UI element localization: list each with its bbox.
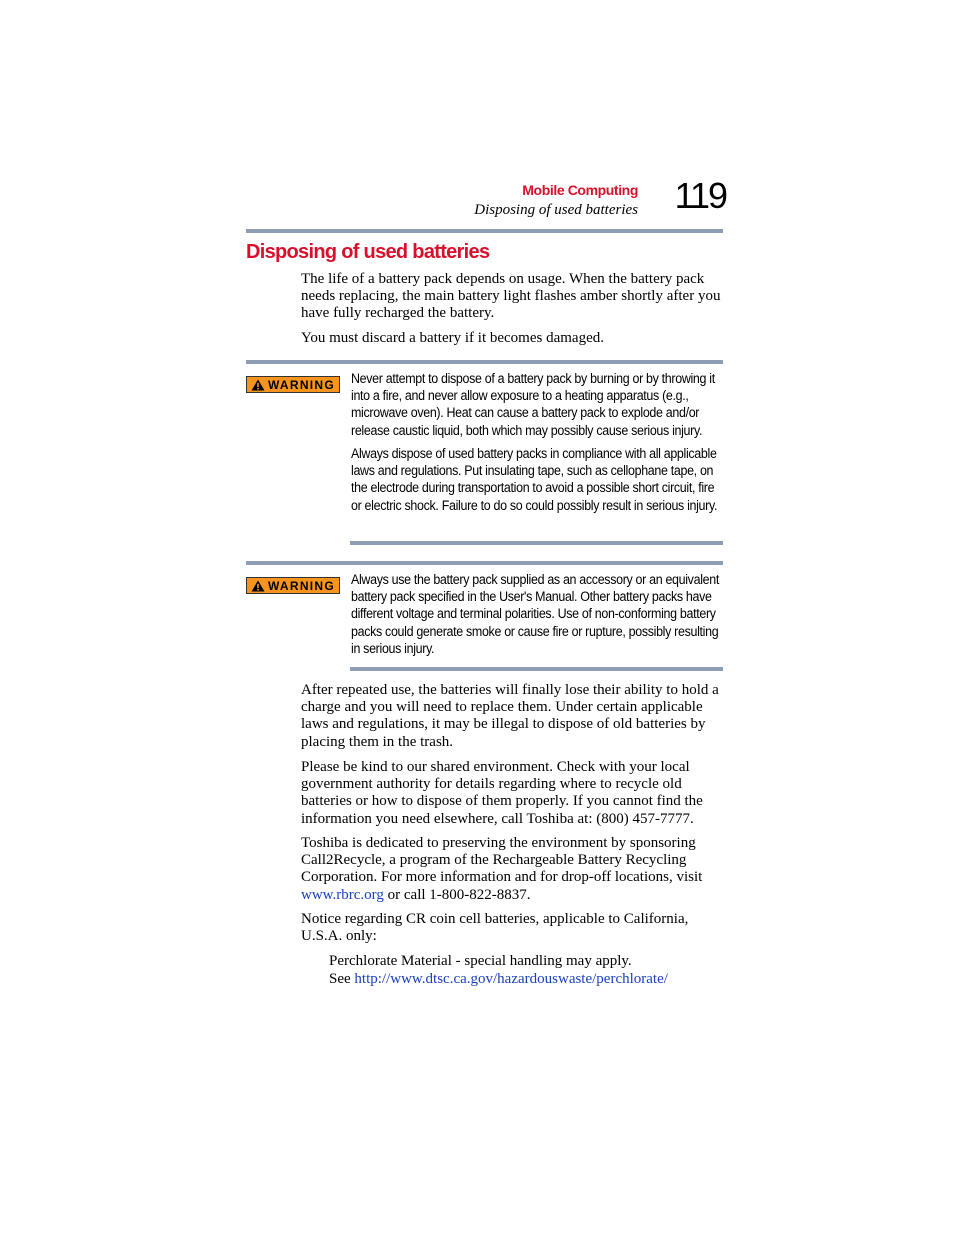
body-paragraph: After repeated use, the batteries will finally lose their ability to hold a charge and you will need to replace them. Under certain applicable laws and regulations, it may be illegal to dispose of old batteries by placing them in the trash. [301,682,719,750]
perchlorate-see-line [329,971,729,988]
warning-text: Always dispose of used battery packs in compliance with all applicable laws and regulations. Put insulating tape, such as cellophane tape, on the electrode during transportation to avoid a possible short circuit, fire or electric shock. Failure to do so could possibly result in serious injury. [351,446,718,513]
body-paragraph: Notice regarding CR coin cell batteries, applicable to California, U.S.A. only: [301,911,689,945]
warning-triangle-icon [251,379,265,391]
page-number: 119 [674,175,726,216]
warning-text: Never attempt to dispose of a battery pack by burning or by throwing it into a fire, and never allow exposure to a heating apparatus (e.g., microwave oven). Heat can cause a battery pack to explode and/or release caustic liquid, both which may possibly cause serious injury. [351,371,715,438]
warning-label: WARNING [267,377,336,392]
warning-badge [246,376,340,393]
body-paragraph: Please be kind to our shared environment. Check with your local government authority for details regarding where to recycle old batteries or how to dispose of them properly. If you cannot find the information you need elsewhere, call Toshiba at: (800) 457-7777. [301,759,703,827]
warning-badge [246,577,340,594]
warning-text: Always use the battery pack supplied as an accessory or an equivalent battery pack specified in the User's Manual. Other battery packs have different voltage and terminal polarities. Use of non-conforming battery packs could generate smoke or cause fire or rupture, possibly resulting in serious injury. [351,572,719,656]
warning-top-rule [246,561,723,565]
section-title: Disposing of used batteries [246,241,490,263]
warning-bottom-rule [350,667,723,671]
warning-triangle-icon [251,580,265,592]
warning-bottom-rule [350,541,723,545]
warning-label: WARNING [267,578,336,593]
running-header-subsection: Disposing of used batteries [474,202,638,218]
paragraph-text: or call 1-800-822-8837. [383,886,531,903]
perchlorate-notice: Perchlorate Material - special handling may apply. [329,953,632,969]
paragraph-text: See [329,971,355,987]
warning-top-rule [246,360,723,364]
dtsc-link[interactable]: http://www.dtsc.ca.gov/hazardouswaste/perchlorate/ [354,971,668,987]
header-divider [246,229,723,233]
paragraph-text: Toshiba is dedicated to preserving the environment by sponsoring Call2Recycle, a program of the Rechargeable Battery Recycling Corporation. For more information and for drop-off locations, visit [301,835,703,886]
intro-paragraph: You must discard a battery if it becomes damaged. [301,330,604,346]
running-header-section: Mobile Computing [522,182,638,198]
rbrc-link[interactable]: www.rbrc.org [301,886,384,903]
body-paragraph [301,835,725,904]
intro-paragraph: The life of a battery pack depends on usage. When the battery pack needs replacing, the main battery light flashes amber shortly after you have fully recharged the battery. [301,271,721,322]
